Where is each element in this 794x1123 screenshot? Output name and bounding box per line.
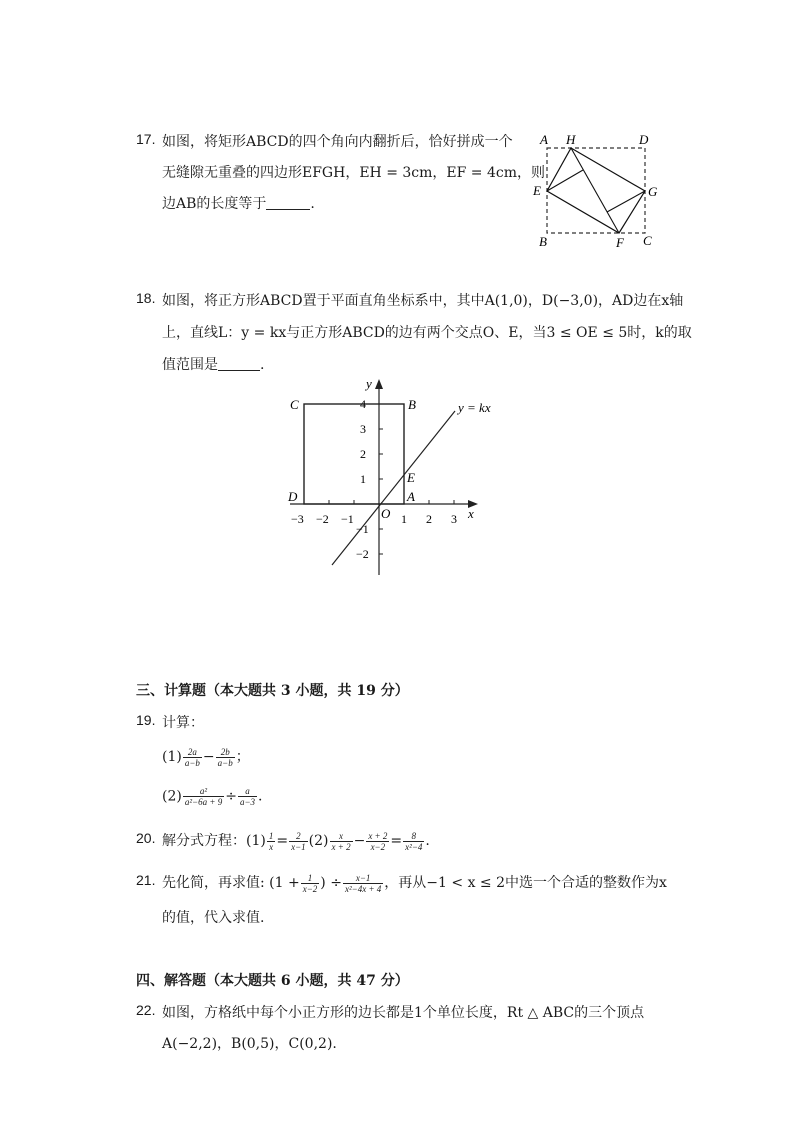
q17-label-f: F (616, 235, 624, 250)
q18-x-tick-label: 3 (451, 512, 457, 526)
q21-fraction1: $\frac{1}{x-2}$ (302, 872, 318, 894)
section4-title: 四、解答题（本大题共 6 小题，共 47 分） (136, 973, 409, 989)
q19-part1-operator: − (202, 749, 215, 765)
q20-fraction4: $\frac{x + 2}{x-2}$ (368, 830, 388, 852)
q19-part1-label: (1) (162, 749, 182, 765)
q19-part1-end: ； (235, 749, 250, 765)
q20-text: 解分式方程：(1) (162, 833, 266, 849)
q17-label-a: A (540, 132, 548, 147)
q19-part1 (162, 746, 250, 768)
q19-part1-fraction1: $\frac{2a}{a-b}$ (184, 746, 200, 768)
section3-title: 三、计算题（本大题共 3 小题，共 19 分） (136, 683, 409, 699)
q18-x-axis-label: x (468, 506, 474, 521)
q17-fold-line-g (607, 191, 645, 212)
q21-number: 21. (136, 872, 156, 888)
q18-text-line1: 如图，将正方形ABCD置于平面直角坐标系中，其中A(1,0)，D(−3,0)，AD边在x轴 (162, 293, 684, 309)
q17-text-line3-end: . (310, 196, 315, 212)
q19-part2-label: (2) (162, 788, 182, 805)
q18-x-tick-label: 2 (426, 512, 432, 526)
q18-text-line3-main: 值范围是 (162, 357, 218, 373)
q18-coordinate-figure (270, 370, 520, 585)
q21-line2: 的值，代入求值. (162, 910, 265, 926)
q18-y-axis-arrow (375, 379, 383, 389)
q18-label-e: E (407, 470, 415, 485)
q18-text-line3 (162, 354, 264, 374)
q18-label-d: D (288, 489, 298, 504)
q17-label-d: D (639, 132, 649, 147)
q20-part2-label: (2) (308, 833, 329, 849)
q21-fraction2: $\frac{x-1}{\text{x²−4x + 4}}$ (344, 872, 382, 894)
q18-x-tick-label: −2 (316, 512, 329, 526)
q22-text-line2: A(−2,2)，B(0,5)，C(0,2). (162, 1036, 337, 1052)
q18-label-c: C (290, 397, 299, 412)
q17-text-line2: 无缝隙无重叠的四边形EFGH，EH = 3cm，EF = 4cm，则 (162, 165, 545, 181)
q17-quadrilateral-efgh (547, 148, 645, 233)
q20-equals1: = (276, 833, 289, 849)
q18-line-y-kx (332, 411, 455, 565)
q20-end: . (425, 833, 430, 849)
q18-y-tick-label: 4 (360, 397, 366, 411)
q18-text-line3-end: . (260, 357, 265, 373)
q20-number: 20. (136, 830, 156, 846)
q18-y-tick-label: −1 (356, 522, 369, 536)
q18-label-b: B (408, 397, 416, 412)
q17-label-e: E (533, 183, 541, 198)
q18-origin-label: O (381, 506, 391, 521)
q18-number: 18. (136, 290, 156, 306)
q22-number: 22. (136, 1002, 156, 1018)
q18-y-tick-label: −2 (356, 547, 369, 561)
q19-part2-operator: ÷ (225, 788, 237, 805)
q18-text-line2: 上，直线L：y = kx与正方形ABCD的边有两个交点O、E，当3 ≤ OE ≤ 5时，k的取 (162, 325, 692, 341)
q18-y-axis-label: y (366, 376, 372, 391)
q20-fraction3: $\frac{x}{x + 2}$ (331, 830, 351, 852)
q19-number: 19. (136, 712, 156, 728)
q19-part2-fraction1: $\frac{\text{a²}}{\text{a²−6a + 9}}$ (184, 786, 223, 807)
q20-fraction5: $\frac{8}{\text{x²−4}}$ (405, 830, 423, 852)
q17-text-line3-main: 边AB的长度等于 (162, 196, 267, 212)
q17-label-b: B (539, 234, 547, 249)
q18-square-abcd (304, 404, 404, 504)
q19-part2-fraction2: $\frac{a}{a-3}$ (239, 786, 256, 807)
q21-text1: 先化简，再求值: (1 + (162, 875, 300, 891)
q18-answer-blank[interactable] (218, 356, 260, 371)
q20-equals2: = (390, 833, 403, 849)
q18-y-tick-label: 2 (360, 447, 366, 461)
q21-text3: ，再从−1 < x ≤ 2中选一个合适的整数作为x (384, 875, 667, 891)
q17-label-h: H (566, 132, 576, 147)
q20-fraction2: $\frac{2}{x-1}$ (291, 830, 306, 852)
q19-part2 (162, 786, 262, 807)
q18-line-label: y = kx (458, 400, 491, 415)
q17-figure (528, 128, 668, 252)
q19-part1-fraction2: $\frac{2b}{a-b}$ (217, 746, 233, 768)
q17-label-c: C (643, 233, 652, 248)
q20-operator: − (353, 833, 366, 849)
q18-x-tick-label: −1 (341, 512, 354, 526)
q18-y-tick-label: 1 (360, 472, 366, 486)
q17-text-line1: 如图，将矩形ABCD的四个角向内翻折后，恰好拼成一个 (162, 134, 513, 150)
q20-equations (162, 830, 430, 852)
q17-label-g: G (648, 184, 658, 199)
q17-number: 17. (136, 131, 156, 147)
q17-fold-line-hf (571, 148, 619, 233)
q19-part2-end: . (258, 788, 263, 805)
q20-fraction1: $\frac{1}{x}$ (268, 830, 274, 852)
q18-y-tick-label: 3 (360, 422, 366, 436)
q17-answer-blank[interactable] (266, 195, 310, 210)
q17-text-line3 (162, 193, 315, 213)
q22-text-line1: 如图，方格纸中每个小正方形的边长都是1个单位长度，Rt △ ABC的三个顶点 (162, 1005, 645, 1021)
q18-x-tick-label: −3 (291, 512, 304, 526)
q21-line1 (162, 872, 667, 894)
q18-label-a: A (407, 489, 415, 504)
q18-x-tick-label: 1 (401, 512, 407, 526)
q21-text2: ) ÷ (320, 875, 342, 891)
q19-text: 计算： (162, 715, 204, 731)
